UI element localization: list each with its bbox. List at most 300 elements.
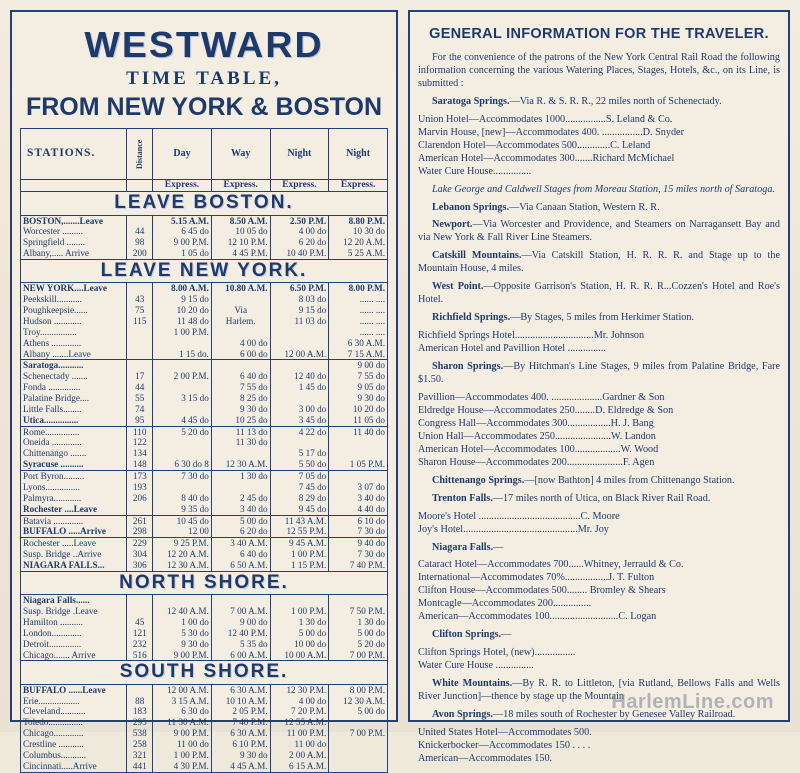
table-row bbox=[21, 338, 388, 349]
station-name: Columbus........... bbox=[21, 750, 127, 761]
time-day-express bbox=[153, 448, 212, 459]
time-day-express: 1 00 do bbox=[153, 617, 212, 628]
entry-text: —18 miles south of Rochester by Genesee Valley Railroad. bbox=[492, 708, 736, 720]
table-row bbox=[21, 560, 388, 571]
westward-timetable-panel bbox=[10, 10, 398, 771]
distance bbox=[127, 684, 153, 695]
table-row bbox=[21, 237, 388, 248]
time-night-express-1: 12 55 A.M. bbox=[270, 717, 329, 728]
time-way-express bbox=[211, 360, 270, 371]
distance: 17 bbox=[127, 371, 153, 382]
time-day-express: 10 20 do bbox=[153, 305, 212, 316]
entry-text: —[now Bathton] 4 miles from Chittenango Station. bbox=[524, 474, 735, 486]
time-day-express: 7 30 do bbox=[153, 471, 212, 482]
station-name: Fonda .............. bbox=[21, 382, 127, 393]
hotel-line: American Hotel—Accommodates 300.......Richard McMichael bbox=[418, 152, 675, 164]
time-day-express: 9 00 P.M. bbox=[153, 237, 212, 248]
time-night-express-1: 1 15 P.M. bbox=[270, 560, 329, 571]
hotel-line: Union Hotel—Accommodates 1000................S. Leland & Co. bbox=[418, 113, 673, 125]
distance: 441 bbox=[127, 761, 153, 772]
time-day-express bbox=[153, 360, 212, 371]
time-way-express bbox=[211, 294, 270, 305]
entry-saratoga-hotels bbox=[418, 114, 780, 179]
time-way-express bbox=[211, 595, 270, 606]
time-day-express: 6 30 do bbox=[153, 706, 212, 717]
distance: 298 bbox=[127, 526, 153, 537]
time-day-express: 9 15 do bbox=[153, 294, 212, 305]
table-header-row bbox=[21, 129, 388, 180]
station-name: BUFFALO .....Arrive bbox=[21, 526, 127, 537]
table-row bbox=[21, 294, 388, 305]
table-row bbox=[21, 393, 388, 404]
time-night-express-2 bbox=[329, 437, 388, 448]
time-night-express-1 bbox=[270, 393, 329, 404]
time-day-express: 3 15 A.M. bbox=[153, 696, 212, 707]
time-day-express: 11 30 A.M. bbox=[153, 717, 212, 728]
col-stations: STATIONS. bbox=[21, 129, 127, 180]
station-name: Palatine Bridge.... bbox=[21, 393, 127, 404]
station-name: Worcester ......... bbox=[21, 226, 127, 237]
station-name: Hudson ............ bbox=[21, 316, 127, 327]
time-way-express: 6 40 do bbox=[211, 371, 270, 382]
distance: 74 bbox=[127, 404, 153, 415]
time-way-express bbox=[211, 327, 270, 338]
station-name: Oneida ............. bbox=[21, 437, 127, 448]
time-night-express-2: 9 30 do bbox=[329, 393, 388, 404]
time-night-express-1 bbox=[270, 595, 329, 606]
table-row bbox=[21, 327, 388, 338]
time-night-express-1: 2 00 A.M. bbox=[270, 750, 329, 761]
table-row bbox=[21, 617, 388, 628]
hotel-line: Joy's Hotel.............................................Mr. Joy bbox=[418, 523, 609, 535]
station-name: Lyons............... bbox=[21, 482, 127, 493]
time-night-express-1: 10 00 do bbox=[270, 639, 329, 650]
distance bbox=[127, 327, 153, 338]
table-row bbox=[21, 305, 388, 316]
time-night-express-1: 11 00 P.M. bbox=[270, 728, 329, 739]
table-row bbox=[21, 516, 388, 527]
time-day-express: 3 15 do bbox=[153, 393, 212, 404]
page-title: WESTWARD bbox=[84, 24, 324, 65]
distance bbox=[127, 504, 153, 515]
time-way-express: 7 55 do bbox=[211, 382, 270, 393]
distance bbox=[127, 338, 153, 349]
hotel-line: Union Hall—Accommodates 250......................W. Landon bbox=[418, 430, 656, 442]
time-way-express: Harlem. bbox=[211, 316, 270, 327]
entry-heading: Avon Springs. bbox=[432, 708, 493, 720]
time-way-express: 6 40 do bbox=[211, 549, 270, 560]
table-row bbox=[21, 371, 388, 382]
time-way-express: 6 30 A.M. bbox=[211, 684, 270, 695]
distance: 75 bbox=[127, 305, 153, 316]
entry-text: —Via Canaan Station, Western R. R. bbox=[509, 201, 660, 213]
distance: 44 bbox=[127, 226, 153, 237]
table-row bbox=[21, 248, 388, 259]
time-night-express-2: ...... .... bbox=[329, 294, 388, 305]
time-night-express-1: 12 30 P.M. bbox=[270, 684, 329, 695]
time-way-express bbox=[211, 448, 270, 459]
distance: 95 bbox=[127, 415, 153, 426]
table-row bbox=[21, 404, 388, 415]
time-night-express-2 bbox=[329, 448, 388, 459]
station-name: NIAGARA FALLS... bbox=[21, 560, 127, 571]
distance: 304 bbox=[127, 549, 153, 560]
time-day-express: 9 25 P.M. bbox=[153, 538, 212, 549]
entry-text: —By Stages, 5 miles from Herkimer Station. bbox=[510, 312, 695, 324]
time-night-express-2: 7 15 A.M. bbox=[329, 349, 388, 360]
entry-newport bbox=[418, 219, 780, 245]
time-night-express-2: 5 25 A.M. bbox=[329, 248, 388, 259]
time-way-express: 6 20 do bbox=[211, 526, 270, 537]
time-night-express-2: 6 30 A.M. bbox=[329, 338, 388, 349]
time-night-express-1: 8 03 do bbox=[270, 294, 329, 305]
table-row bbox=[21, 459, 388, 470]
section-heading-north-shore: NORTH SHORE. bbox=[21, 571, 388, 594]
time-day-express: 8 40 do bbox=[153, 493, 212, 504]
entry-text: — bbox=[493, 541, 504, 553]
time-way-express: 11 13 do bbox=[211, 427, 270, 438]
time-way-express: 1 30 do bbox=[211, 471, 270, 482]
distance bbox=[127, 360, 153, 371]
time-day-express: 12 00 bbox=[153, 526, 212, 537]
station-name: Erie.................. bbox=[21, 696, 127, 707]
time-way-express: 6 00 A.M. bbox=[211, 650, 270, 661]
col-distance: Distance bbox=[127, 129, 153, 180]
time-way-express: 2 05 P.M. bbox=[211, 706, 270, 717]
entry-clifton-hotels bbox=[418, 647, 780, 673]
entry-trenton-falls bbox=[418, 493, 780, 506]
distance: 232 bbox=[127, 639, 153, 650]
table-row bbox=[21, 706, 388, 717]
time-way-express: 8.50 A.M. bbox=[211, 215, 270, 226]
station-name: Rome............... bbox=[21, 427, 127, 438]
table-row bbox=[21, 526, 388, 537]
table-row bbox=[21, 415, 388, 426]
time-night-express-1: 9 45 do bbox=[270, 504, 329, 515]
entry-text: —By R. R. to Littleton, [via Rutland, Bellows Falls and Wells River Junction]—thence by stage up the Mountain bbox=[418, 678, 780, 703]
table-row bbox=[21, 750, 388, 761]
hotel-line: Clifton House—Accommodates 500........ Bromley & Shears bbox=[418, 585, 666, 597]
table-row bbox=[21, 226, 388, 237]
table-row bbox=[21, 437, 388, 448]
time-day-express bbox=[153, 437, 212, 448]
distance: 258 bbox=[127, 739, 153, 750]
distance: 110 bbox=[127, 427, 153, 438]
station-name: Toledo............... bbox=[21, 717, 127, 728]
time-day-express bbox=[153, 482, 212, 493]
time-way-express: 6 10 P.M. bbox=[211, 739, 270, 750]
time-night-express-1: 5 00 do bbox=[270, 628, 329, 639]
station-name: Chittenango ....... bbox=[21, 448, 127, 459]
table-row bbox=[21, 482, 388, 493]
col-night-express-2: Night bbox=[329, 129, 388, 180]
hotel-line: Eldredge House—Accommodates 250........D. Eldredge & Son bbox=[418, 404, 674, 416]
distance bbox=[127, 349, 153, 360]
time-day-express bbox=[153, 404, 212, 415]
time-way-express: 3 40 do bbox=[211, 504, 270, 515]
time-day-express: 1 05 do bbox=[153, 248, 212, 259]
station-name: Susp. Bridge .Leave bbox=[21, 606, 127, 617]
entry-text: —Opposite Garrison's Station, H. R. R. R...Cozzen's Hotel and Roe's Hotel. bbox=[418, 281, 780, 306]
hotel-line: Pavillion—Accommodates 400. ....................Gardner & Son bbox=[418, 391, 665, 403]
hotel-line: Water Cure House............... bbox=[418, 165, 532, 177]
general-information-panel bbox=[408, 10, 790, 764]
time-night-express-1: 1 30 do bbox=[270, 617, 329, 628]
time-night-express-1: 9 15 do bbox=[270, 305, 329, 316]
time-way-express: 7 00 A.M. bbox=[211, 606, 270, 617]
distance: 122 bbox=[127, 437, 153, 448]
entry-heading: Chittenango Springs. bbox=[432, 474, 525, 486]
time-night-express-1: 11 43 A.M. bbox=[270, 516, 329, 527]
time-day-express: 5.15 A.M. bbox=[153, 215, 212, 226]
distance: 121 bbox=[127, 628, 153, 639]
hotel-line: Water Cure House ............... bbox=[418, 660, 534, 672]
entry-west-point bbox=[418, 281, 780, 307]
time-night-express-2: 3 07 do bbox=[329, 482, 388, 493]
time-night-express-1: 8 29 do bbox=[270, 493, 329, 504]
distance: 306 bbox=[127, 560, 153, 571]
time-night-express-2: 10 20 do bbox=[329, 404, 388, 415]
time-night-express-2: 7 00 P.M. bbox=[329, 650, 388, 661]
hotel-line: Clifton Springs Hotel, (new)................ bbox=[418, 647, 576, 659]
entry-chittenango-springs bbox=[418, 475, 780, 488]
time-night-express-2: 7 00 P.M. bbox=[329, 728, 388, 739]
time-way-express: 6 00 do bbox=[211, 349, 270, 360]
time-day-express: 12 20 A.M. bbox=[153, 549, 212, 560]
table-row bbox=[21, 739, 388, 750]
entry-niagara-hotels bbox=[418, 559, 780, 624]
time-night-express-1: 4 00 do bbox=[270, 226, 329, 237]
time-day-express: 1 00 P.M. bbox=[153, 750, 212, 761]
table-row bbox=[21, 283, 388, 294]
distance: 88 bbox=[127, 696, 153, 707]
hotel-line: American Hotel—Accommodates 100..................W. Wood bbox=[418, 443, 659, 455]
time-night-express-2 bbox=[329, 595, 388, 606]
time-night-express-1: 4 00 do bbox=[270, 696, 329, 707]
entry-catskill-mountains bbox=[418, 250, 780, 276]
distance: 55 bbox=[127, 393, 153, 404]
time-day-express: 12 30 A.M. bbox=[153, 560, 212, 571]
time-night-express-2: 7 40 P.M. bbox=[329, 560, 388, 571]
station-name: BOSTON,.......Leave bbox=[21, 215, 127, 226]
sub-night-express-1: Express. bbox=[270, 180, 329, 192]
time-way-express: 4 45 P.M. bbox=[211, 248, 270, 259]
time-day-express: 9 30 do bbox=[153, 639, 212, 650]
station-name: Peekskill........... bbox=[21, 294, 127, 305]
table-row bbox=[21, 650, 388, 661]
station-name: Crestline ........... bbox=[21, 739, 127, 750]
time-night-express-2: 5 20 do bbox=[329, 639, 388, 650]
station-name: Cincinnati.....Arrive bbox=[21, 761, 127, 772]
time-night-express-2: 11 40 do bbox=[329, 427, 388, 438]
time-day-express: 2 00 P.M. bbox=[153, 371, 212, 382]
entry-heading: Richfield Springs. bbox=[432, 312, 511, 324]
distance: 229 bbox=[127, 538, 153, 549]
distance: 98 bbox=[127, 237, 153, 248]
station-name: Troy................ bbox=[21, 327, 127, 338]
station-name: Syracuse .......... bbox=[21, 459, 127, 470]
time-night-express-1: 1 45 do bbox=[270, 382, 329, 393]
time-day-express: 1 15 do. bbox=[153, 349, 212, 360]
timetable bbox=[20, 128, 388, 773]
station-name: Saratoga........... bbox=[21, 360, 127, 371]
time-way-express: 2 45 do bbox=[211, 493, 270, 504]
hotel-line: Moore's Hotel ........................................C. Moore bbox=[418, 510, 620, 522]
time-night-express-2: ...... .... bbox=[329, 305, 388, 316]
time-way-express: 12 10 P.M. bbox=[211, 237, 270, 248]
station-name: Rochester ....Leave bbox=[21, 504, 127, 515]
distance: 183 bbox=[127, 706, 153, 717]
time-day-express: 12 40 A.M. bbox=[153, 606, 212, 617]
time-night-express-1: 7 20 P.M. bbox=[270, 706, 329, 717]
table-row bbox=[21, 696, 388, 707]
entry-text: —Via R. & S. R. R., 22 miles north of Schenectady. bbox=[509, 95, 722, 107]
time-way-express: 10 10 A.M. bbox=[211, 696, 270, 707]
time-night-express-2: ...... .... bbox=[329, 327, 388, 338]
station-name: Albany .......Leave bbox=[21, 349, 127, 360]
time-way-express: 12 30 A.M. bbox=[211, 459, 270, 470]
general-information-title: GENERAL INFORMATION FOR THE TRAVELER. bbox=[429, 26, 769, 42]
entry-heading: Catskill Mountains. bbox=[432, 250, 522, 262]
distance: 173 bbox=[127, 471, 153, 482]
time-night-express-1: 6.50 P.M. bbox=[270, 283, 329, 294]
time-night-express-1: 4 22 do bbox=[270, 427, 329, 438]
distance: 206 bbox=[127, 493, 153, 504]
hotel-line: Marvin House, [new]—Accommodates 400. ................D. Snyder bbox=[418, 126, 684, 138]
hotel-line: Congress Hall—Accommodates 300.................H. J. Bang bbox=[418, 417, 654, 429]
hotel-line: American—Accommodates 150. bbox=[418, 752, 553, 764]
time-night-express-1: 5 17 do bbox=[270, 448, 329, 459]
time-way-express: 3 40 A.M. bbox=[211, 538, 270, 549]
time-day-express: 4 30 P.M. bbox=[153, 761, 212, 772]
station-name: Springfield ........ bbox=[21, 237, 127, 248]
time-way-express bbox=[211, 482, 270, 493]
time-day-express: 9 00 P.M. bbox=[153, 650, 212, 661]
table-row bbox=[21, 215, 388, 226]
station-name: Chicago....... Arrive bbox=[21, 650, 127, 661]
hotel-line: Richfield Springs Hotel...............................Mr. Johnson bbox=[418, 330, 645, 342]
entry-sharon-springs bbox=[418, 361, 780, 387]
table-row bbox=[21, 493, 388, 504]
entry-heading: Trenton Falls. bbox=[432, 492, 493, 504]
distance: 200 bbox=[127, 248, 153, 259]
time-way-express: 4 00 do bbox=[211, 338, 270, 349]
hotel-line: Montcagle—Accommodates 200............... bbox=[418, 598, 592, 610]
time-day-express: 5 20 do bbox=[153, 427, 212, 438]
entry-text: —Via Catskill Station, H. R. R. R. and Stage up to the Mountain House, 4 miles. bbox=[418, 250, 781, 275]
hotel-line: American—Accommodates 100...........................C. Logan bbox=[418, 611, 657, 623]
station-name: Albany,..... Arrive bbox=[21, 248, 127, 259]
time-way-express: 9 30 do bbox=[211, 750, 270, 761]
time-day-express: 11 48 do bbox=[153, 316, 212, 327]
entry-text: —By Hitchman's Line Stages, 9 miles from Palatine Bridge, Fare $1.50. bbox=[418, 361, 780, 386]
table-row bbox=[21, 761, 388, 772]
entry-niagara-falls bbox=[418, 542, 780, 555]
table-row bbox=[21, 448, 388, 459]
distance: 261 bbox=[127, 516, 153, 527]
time-way-express: 10.80 A.M. bbox=[211, 283, 270, 294]
station-name: Niagara Falls...... bbox=[21, 595, 127, 606]
entry-heading: Lebanon Springs. bbox=[432, 201, 510, 213]
time-way-express: 7 40 P.M. bbox=[211, 717, 270, 728]
hotel-line: United States Hotel—Accommodates 500. bbox=[418, 726, 592, 738]
distance: 134 bbox=[127, 448, 153, 459]
time-night-express-2: ...... .... bbox=[329, 316, 388, 327]
entry-text: —17 miles north of Utica, on Black River Rail Road. bbox=[492, 492, 711, 504]
time-night-express-1: 3 00 do bbox=[270, 404, 329, 415]
table-row bbox=[21, 717, 388, 728]
time-night-express-1: 11 03 do bbox=[270, 316, 329, 327]
time-night-express-2: 4 40 do bbox=[329, 504, 388, 515]
station-name: Little Falls........ bbox=[21, 404, 127, 415]
time-night-express-2: 7 30 do bbox=[329, 526, 388, 537]
time-night-express-1: 12 00 A.M. bbox=[270, 349, 329, 360]
table-row bbox=[21, 504, 388, 515]
time-day-express: 9 35 do bbox=[153, 504, 212, 515]
entry-avon-hotels bbox=[418, 727, 780, 766]
col-day-express: Day bbox=[153, 129, 212, 180]
entry-heading: Niagara Falls. bbox=[432, 541, 494, 553]
table-row bbox=[21, 628, 388, 639]
table-row bbox=[21, 382, 388, 393]
sub-way-express: Express. bbox=[211, 180, 270, 192]
time-night-express-2: 1 05 P.M. bbox=[329, 459, 388, 470]
time-night-express-1: 1 00 P.M. bbox=[270, 549, 329, 560]
table-row bbox=[21, 606, 388, 617]
entry-clifton-springs bbox=[418, 629, 780, 642]
time-way-express: 9 30 do bbox=[211, 404, 270, 415]
table-row bbox=[21, 349, 388, 360]
entry-trenton-hotels bbox=[418, 511, 780, 537]
distance bbox=[127, 606, 153, 617]
station-name: BUFFALO ......Leave bbox=[21, 684, 127, 695]
watermark: HarlemLine.com bbox=[611, 691, 774, 713]
time-night-express-2: 10 30 do bbox=[329, 226, 388, 237]
col-night-express-1: Night bbox=[270, 129, 329, 180]
intro-paragraph: For the convenience of the patrons of the New York Central Rail Road the following information concerning the various Watering Places, Stages, Hotels, &c., on its Line, is submitted : bbox=[418, 52, 780, 89]
time-night-express-2: 1 30 do bbox=[329, 617, 388, 628]
time-night-express-2: 11 05 do bbox=[329, 415, 388, 426]
distance: 45 bbox=[127, 617, 153, 628]
page-subtitle: TIME TABLE, bbox=[126, 68, 282, 89]
station-name: Utica............... bbox=[21, 415, 127, 426]
time-day-express: 11 00 do bbox=[153, 739, 212, 750]
distance: 44 bbox=[127, 382, 153, 393]
station-name: Batavia ............. bbox=[21, 516, 127, 527]
entry-heading: White Mountains. bbox=[432, 678, 513, 690]
time-night-express-2: 6 10 do bbox=[329, 516, 388, 527]
distance: 538 bbox=[127, 728, 153, 739]
table-row bbox=[21, 684, 388, 695]
col-way-express: Way bbox=[211, 129, 270, 180]
table-row bbox=[21, 538, 388, 549]
time-way-express: 5 00 do bbox=[211, 516, 270, 527]
time-night-express-1: 12 40 do bbox=[270, 371, 329, 382]
station-name: Palmyra............ bbox=[21, 493, 127, 504]
table-row bbox=[21, 595, 388, 606]
time-way-express: 5 35 do bbox=[211, 639, 270, 650]
table-row bbox=[21, 549, 388, 560]
time-day-express: 6 30 do 8 bbox=[153, 459, 212, 470]
table-row bbox=[21, 471, 388, 482]
distance bbox=[127, 595, 153, 606]
hotel-line: Cataract Hotel—Accommodates 700......Whitney, Jerrauld & Co. bbox=[418, 559, 684, 571]
time-way-express: 4 45 A.M. bbox=[211, 761, 270, 772]
time-night-express-1: 6 15 A.M. bbox=[270, 761, 329, 772]
time-night-express-1: 6 20 do bbox=[270, 237, 329, 248]
entry-text: — bbox=[501, 629, 512, 641]
time-night-express-2 bbox=[329, 761, 388, 772]
